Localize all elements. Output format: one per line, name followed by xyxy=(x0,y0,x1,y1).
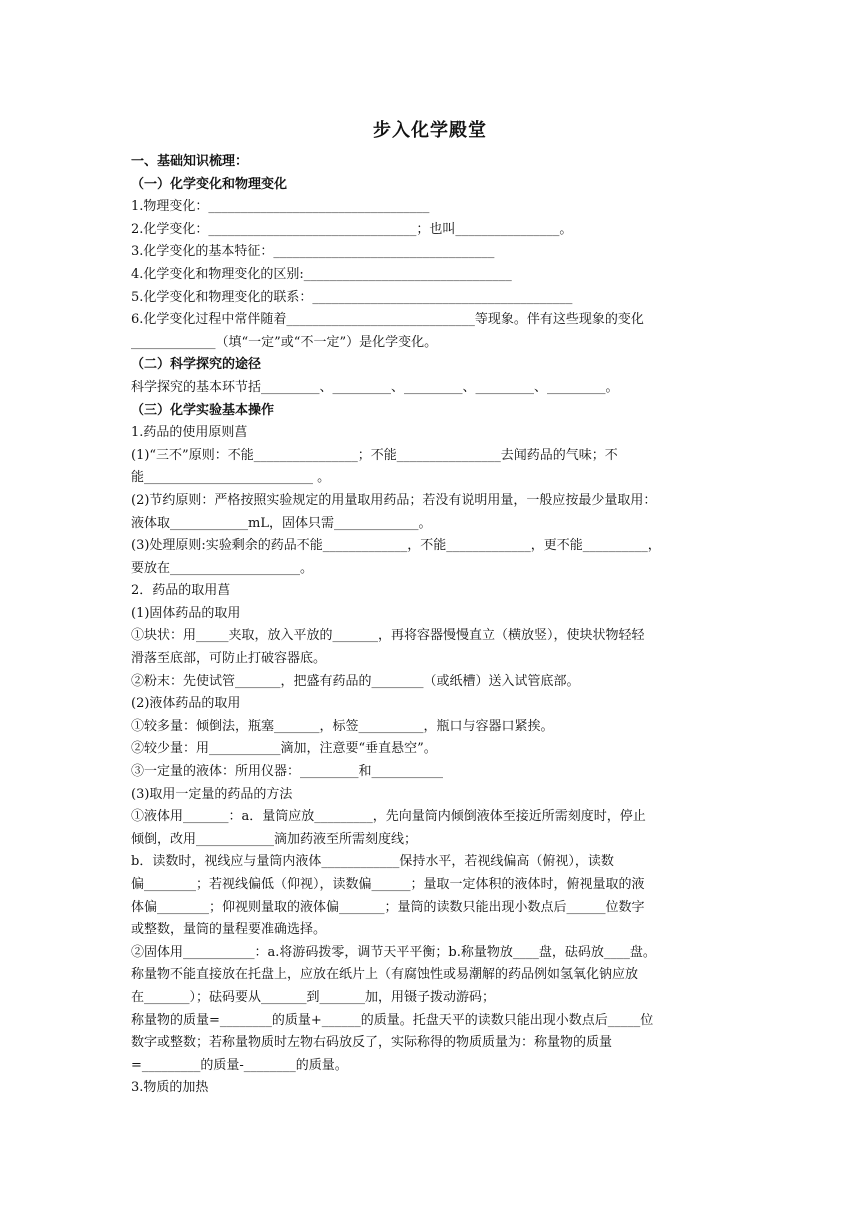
text-line: 5.化学变化和物理变化的联系：________________________________________ xyxy=(131,289,573,305)
text-line: ①较多量：倾倒法，瓶塞_______，标签__________，瓶口与容器口紧挨。 xyxy=(131,718,554,734)
text-line: (1)“三不”原则：不能________________；不能________________去闻药品的气味；不 xyxy=(131,447,618,463)
text-line: 6.化学变化过程中常伴随着_____________________________等现象。伴有这些现象的变化 xyxy=(131,312,644,328)
text-line: 3.化学变化的基本特征：__________________________________ xyxy=(131,244,495,260)
text-line: 滑落至底部，可防止打破容器底。 xyxy=(131,651,327,667)
text-line: _____________（填“一定”或“不一定”）是化学变化。 xyxy=(131,334,438,350)
text-line: 在_______）；砝码要从_______到_______加，用镊子拨动游码； xyxy=(131,989,496,1005)
text-line: 要放在____________________。 xyxy=(131,560,314,576)
document-body xyxy=(131,151,731,1100)
section-heading: 一、基础知识梳理： xyxy=(131,154,249,169)
text-line: ③一定量的液体：所用仪器：_________和___________ xyxy=(131,764,444,780)
text-line: 数字或整数；若称量物质时左物右码放反了，实际称得的物质质量为：称量物的质量 xyxy=(131,1035,613,1051)
text-line: ②粉末：先使试管_______，把盛有药品的________（或纸槽）送入试管底部。 xyxy=(131,673,580,689)
text-line: ②较少量：用___________滴加，注意要“垂直悬空”。 xyxy=(131,741,437,757)
text-line: 或整数，量筒的量程要准确选择。 xyxy=(131,922,327,938)
text-line: 3.物质的加热 xyxy=(131,1080,209,1096)
text-line: 能__________________________ 。 xyxy=(131,470,331,486)
text-line: 偏________；若视线偏低（仰视），读数偏______；量取一定体积的液体时，俯视量取的液 xyxy=(131,877,645,892)
text-line: ②固体用___________：a.将游码拨零，调节天平平衡；b.称量物放____盘，砝码放____盘。 xyxy=(131,944,656,960)
text-line: 倾倒，改用____________滴加药液至所需刻度线； xyxy=(131,831,418,847)
text-line: (2)液体药品的取用 xyxy=(131,696,241,712)
text-line: (3)取用一定量的药品的方法 xyxy=(131,786,293,802)
text-line: 2.化学变化：________________________________；也叫________________。 xyxy=(131,221,573,237)
section-heading: （二）科学探究的途径 xyxy=(131,357,262,373)
text-line: 1.药品的使用原则菖 xyxy=(131,425,248,441)
section-heading: （一）化学变化和物理变化 xyxy=(131,176,288,192)
text-line: b．读数时，视线应与量筒内液体____________保持水平，若视线偏高（俯视），读数 xyxy=(131,854,614,870)
text-line: (2)节约原则：严格按照实验规定的用量取用药品；若没有说明用量，一般应按最少量取用： xyxy=(131,492,657,508)
text-line: 体偏________；仰视则量取的液体偏_______；量筒的读数只能出现小数点后______位数字 xyxy=(131,899,645,915)
text-line: (3)处理原则:实验剩余的药品不能_____________，不能_____________，更不能__________， xyxy=(131,538,661,554)
text-line: (1)固体药品的取用 xyxy=(131,605,241,621)
text-line: 1.物理变化：__________________________________ xyxy=(131,199,430,215)
text-line: ①块状：用_____夹取，放入平放的_______，再将容器慢慢直立（横放竖），使块状物轻轻 xyxy=(131,628,645,644)
text-line: 称量物不能直接放在托盘上，应放在纸片上（有腐蚀性或易潮解的药品例如氢氧化钠应放 xyxy=(131,967,639,983)
text-line: 4.化学变化和物理变化的区别:________________________________ xyxy=(131,266,512,282)
text-line: ①液体用_______：a．量筒应放_________，先向量筒内倾倒液体至接近所需刻度时，停止 xyxy=(131,809,646,825)
text-line: 称量物的质量=________的质量+______的质量。托盘天平的读数只能出现小数点后_____位 xyxy=(131,1012,654,1028)
text-line: =_________的质量-________的质量。 xyxy=(131,1057,348,1073)
text-line: 科学探究的基本环节括_________、_________、_________、_________、_________。 xyxy=(131,379,619,395)
section-heading: （三）化学实验基本操作 xyxy=(131,402,275,418)
text-line: 2．药品的取用菖 xyxy=(131,583,231,599)
page-title: 步入化学殿堂 xyxy=(373,120,487,141)
text-line: 液体取____________mL，固体只需_____________。 xyxy=(131,515,432,531)
